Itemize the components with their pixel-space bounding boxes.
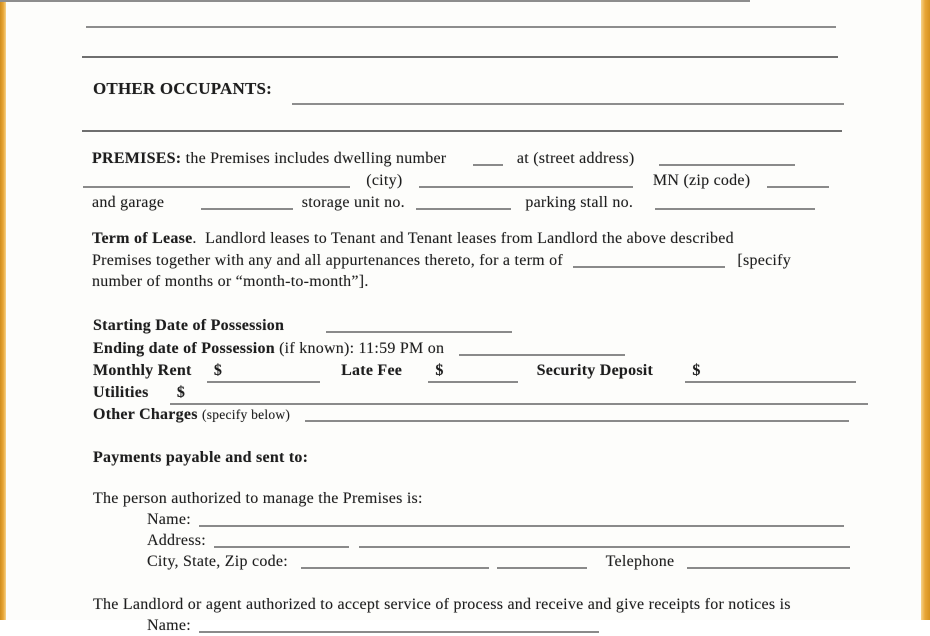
city-blank[interactable] — [419, 177, 633, 188]
monthly-rent-label: Monthly Rent — [93, 362, 192, 379]
storage-unit-label: storage unit no. — [301, 194, 405, 211]
garage-label: and garage — [92, 194, 165, 211]
other-charges-blank[interactable] — [305, 411, 849, 422]
security-deposit-amount-blank[interactable] — [685, 361, 856, 383]
premises-line-2 — [83, 171, 829, 191]
telephone-blank[interactable] — [687, 558, 850, 569]
dollar-sign: $ — [176, 384, 186, 401]
ending-date-blank[interactable] — [459, 345, 625, 356]
page-border-left — [0, 0, 6, 620]
landlord-agent-intro: The Landlord or agent authorized to accept service of process and receive and give receipts for notices is — [93, 596, 791, 613]
zip-code-label: MN (zip code) — [652, 172, 751, 189]
ruled-blank-line-2[interactable] — [86, 26, 836, 28]
utilities-amount-blank[interactable] — [170, 383, 868, 405]
term-of-lease-line-1 — [92, 229, 734, 249]
premises-line-1 — [92, 149, 795, 169]
dollar-sign: $ — [213, 362, 223, 379]
storage-unit-blank[interactable] — [416, 199, 511, 210]
landlord-agent-intro-row — [93, 595, 791, 615]
starting-date-blank[interactable] — [326, 322, 512, 333]
ending-date-row — [93, 339, 625, 359]
term-of-lease-line-3 — [92, 272, 369, 292]
other-charges-detail: (specify below) — [201, 407, 291, 422]
landlord-agent-name-blank[interactable] — [199, 622, 599, 633]
other-occupants-label: OTHER OCCUPANTS: — [93, 79, 273, 98]
rent-row — [93, 361, 856, 383]
starting-date-row — [93, 316, 512, 336]
term-of-lease-line-2 — [92, 251, 791, 271]
ending-date-label: Ending date of Possession — [93, 340, 275, 357]
telephone-label: Telephone — [605, 553, 675, 570]
premises-line-3 — [92, 193, 815, 213]
premises-label: PREMISES: — [92, 150, 182, 167]
zip-code-blank[interactable] — [767, 177, 829, 188]
manager-city-row — [147, 552, 850, 572]
manager-address-row — [147, 531, 850, 551]
ending-date-detail: (if known): 11:59 PM on — [279, 340, 445, 357]
street-address-blank[interactable] — [659, 155, 795, 166]
late-fee-label: Late Fee — [341, 362, 403, 379]
street-address-blank-2[interactable] — [83, 177, 350, 188]
other-charges-label: Other Charges — [93, 406, 198, 423]
term-of-lease-text-2: Premises together with any and all appurtenances thereto, for a term of — [92, 252, 563, 269]
city-state-zip-blank-1[interactable] — [301, 558, 489, 569]
manager-name-row — [147, 510, 844, 530]
street-address-label: at (street address) — [516, 150, 635, 167]
starting-date-label: Starting Date of Possession — [93, 317, 285, 334]
manager-intro-row — [93, 489, 423, 509]
manager-name-label: Name: — [147, 511, 191, 528]
other-charges-row — [93, 405, 849, 425]
term-of-lease-text-1: . Landlord leases to Tenant and Tenant leases from Landlord the above described — [192, 230, 734, 247]
payments-heading: Payments payable and sent to: — [93, 449, 309, 466]
city-state-zip-blank-2[interactable] — [497, 558, 587, 569]
manager-name-blank[interactable] — [199, 516, 844, 527]
ruled-blank-line-1[interactable] — [0, 0, 750, 2]
parking-stall-blank[interactable] — [655, 199, 815, 210]
ruled-blank-line-3[interactable] — [82, 56, 838, 58]
late-fee-amount-blank[interactable] — [428, 361, 518, 383]
manager-address-label: Address: — [147, 532, 206, 549]
landlord-agent-name-row — [147, 616, 599, 636]
dollar-sign: $ — [692, 362, 701, 379]
premises-dwelling-text: the Premises includes dwelling number — [185, 150, 447, 167]
other-occupants-heading — [93, 79, 272, 99]
garage-blank[interactable] — [201, 199, 293, 210]
monthly-rent-amount-blank[interactable] — [207, 361, 320, 383]
term-of-lease-label: Term of Lease — [92, 230, 193, 247]
manager-intro: The person authorized to manage the Premises is: — [93, 490, 423, 507]
section-divider-rule[interactable] — [82, 130, 842, 132]
landlord-agent-name-label: Name: — [147, 617, 191, 634]
term-of-lease-text-2-end: [specify — [737, 252, 791, 269]
page-border-right — [921, 0, 930, 620]
payments-heading-row — [93, 448, 308, 468]
manager-address-blank-1[interactable] — [214, 537, 349, 548]
utilities-label: Utilities — [93, 384, 149, 401]
city-state-zip-label: City, State, Zip code: — [147, 553, 288, 570]
term-of-lease-text-3: number of months or “month-to-month”]. — [92, 273, 369, 290]
security-deposit-label: Security Deposit — [536, 362, 654, 379]
utilities-row — [93, 383, 868, 405]
city-label: (city) — [366, 172, 403, 189]
parking-stall-label: parking stall no. — [525, 194, 634, 211]
other-occupants-blank[interactable] — [292, 103, 844, 105]
manager-address-blank-2[interactable] — [359, 537, 850, 548]
dollar-sign: $ — [435, 362, 444, 379]
lease-term-blank[interactable] — [573, 257, 725, 268]
dwelling-number-blank[interactable] — [473, 155, 503, 166]
